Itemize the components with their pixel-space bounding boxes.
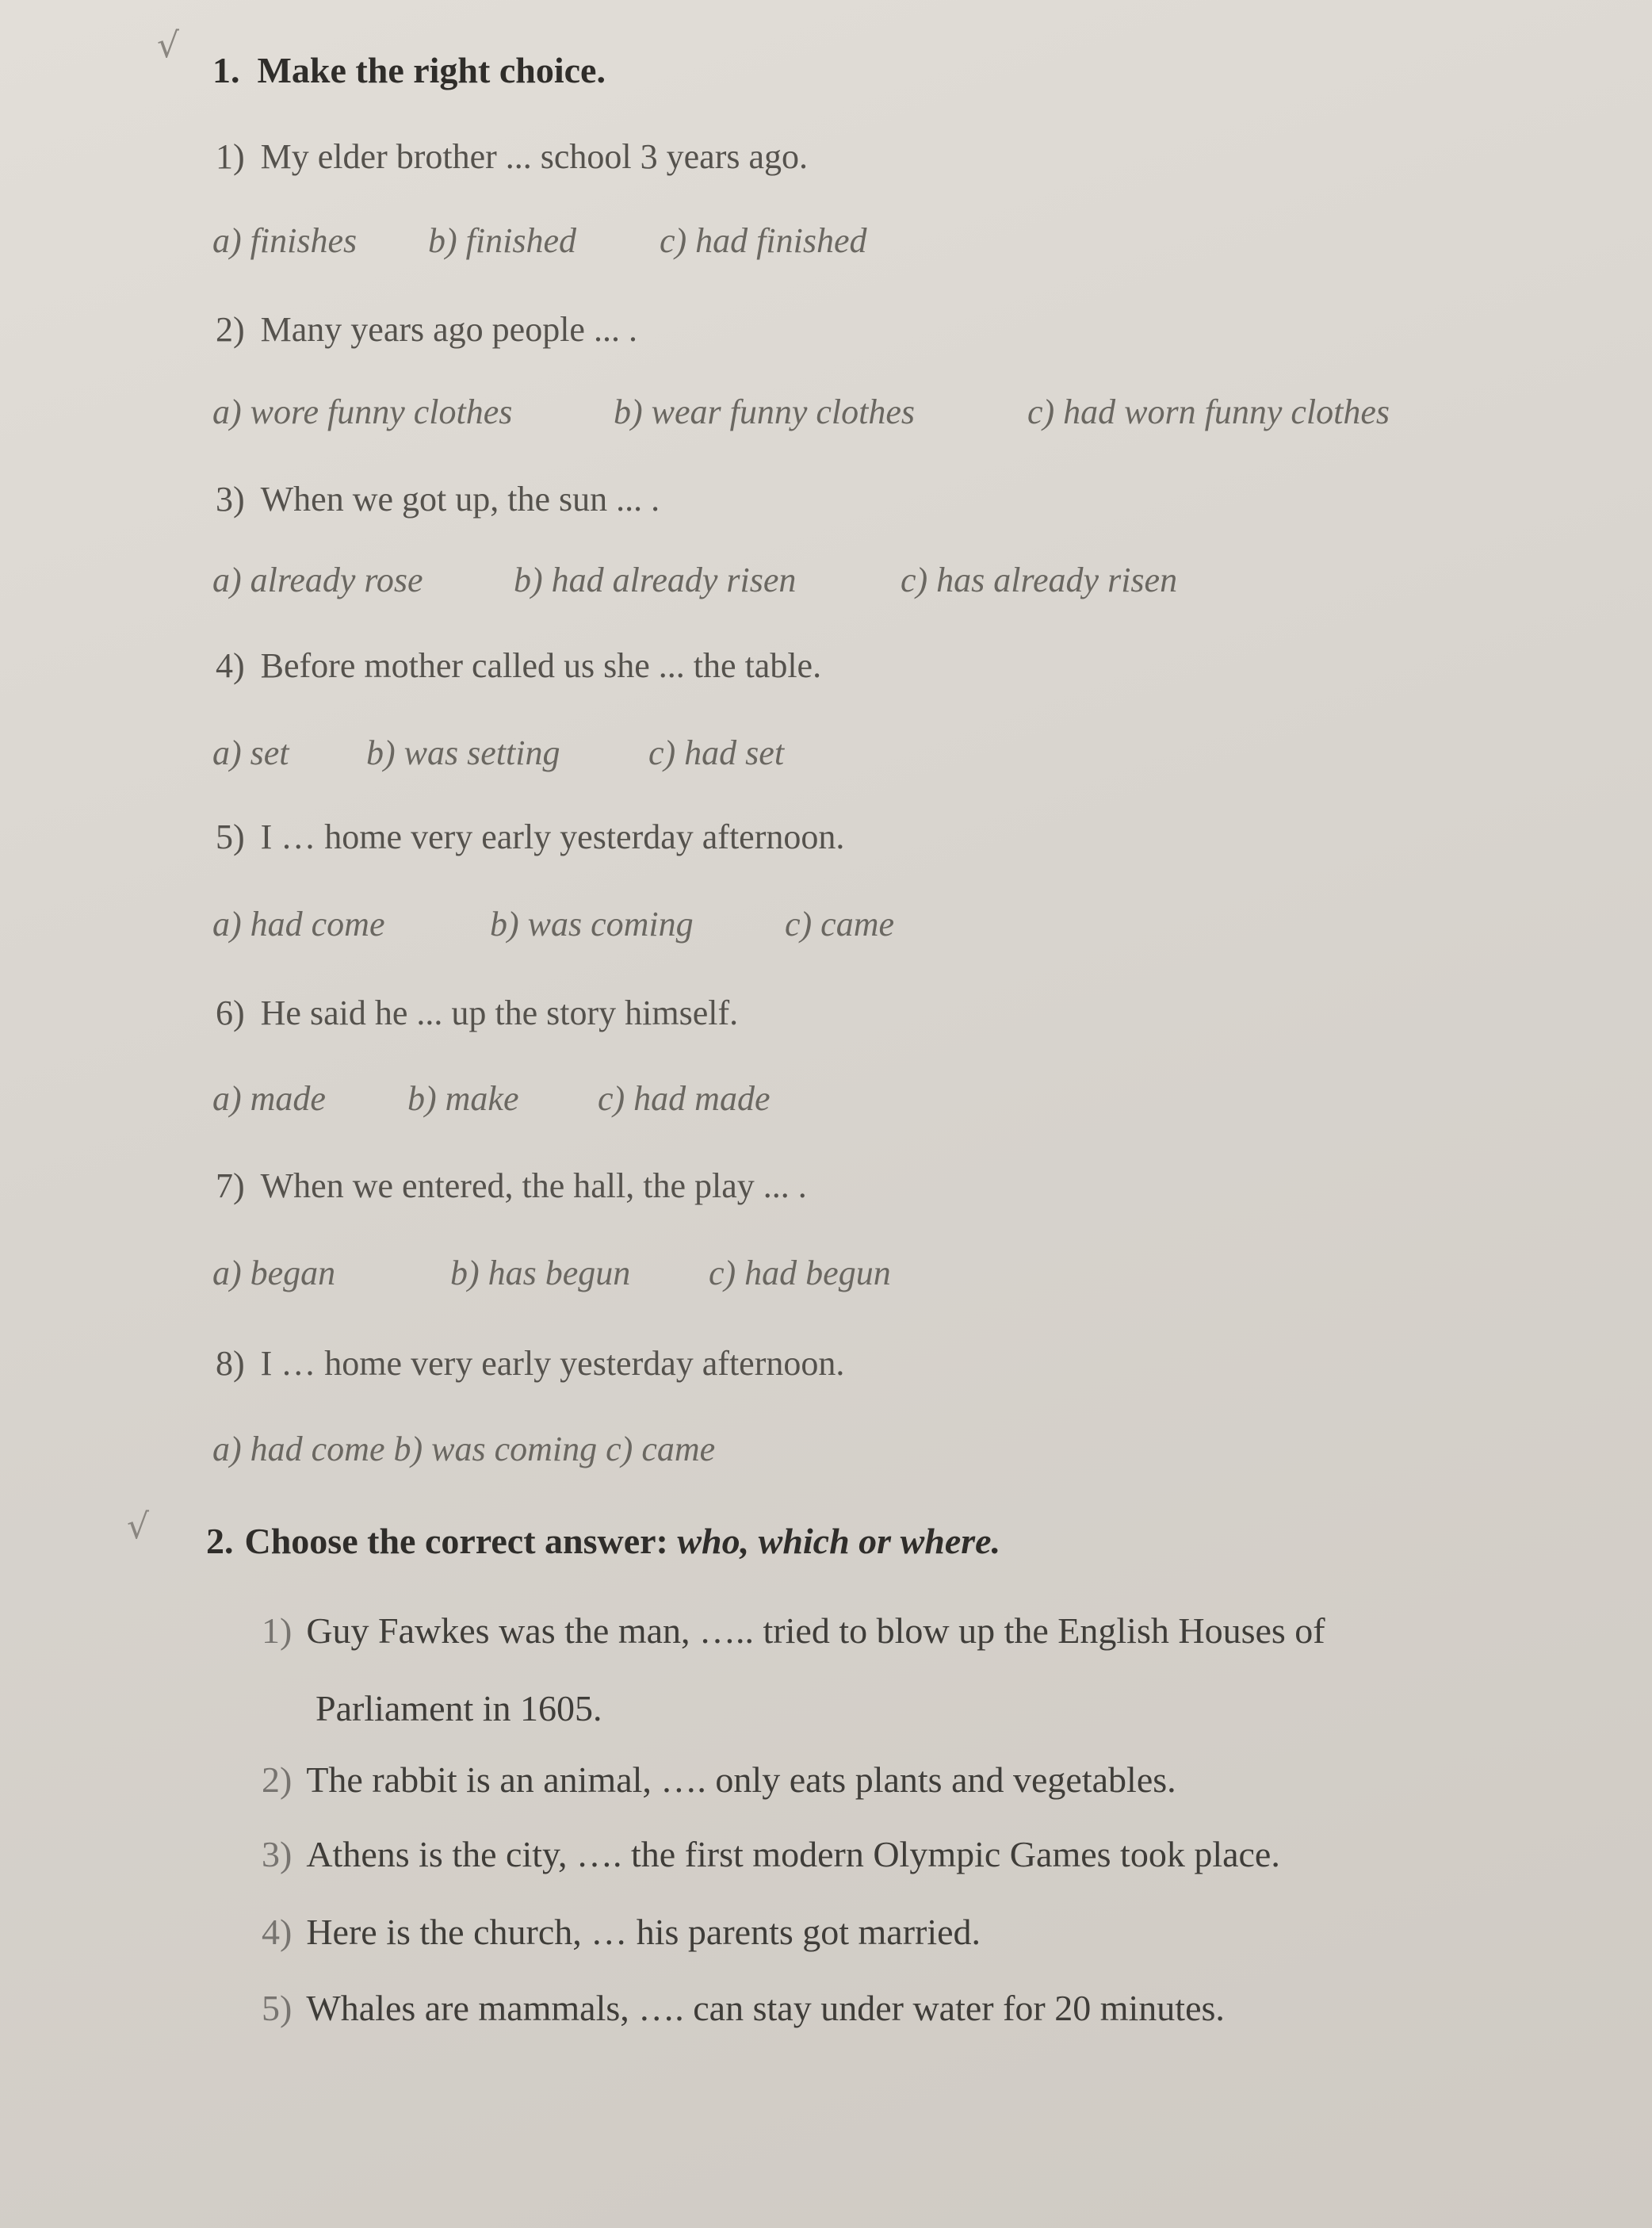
- option-a: a) had come: [212, 905, 385, 944]
- option-c: c) had worn funny clothes: [1027, 392, 1390, 431]
- question-6-options: [212, 1078, 771, 1119]
- checkmark-icon: √: [127, 1506, 150, 1547]
- sentence-number: 2): [262, 1759, 293, 1800]
- sentence-1: [262, 1610, 1325, 1652]
- section-2-heading: [206, 1520, 1000, 1562]
- option-c: c) had finished: [660, 221, 867, 260]
- sentence-text: Guy Fawkes was the man, ….. tried to blow up the English Houses of: [306, 1610, 1325, 1651]
- question-2-options: [212, 392, 1390, 432]
- question-4-options: [212, 733, 784, 773]
- option-a: a) wore funny clothes: [212, 392, 513, 431]
- sentence-5: [262, 1987, 1225, 2029]
- sentence-number: 4): [262, 1912, 293, 1952]
- option-c: c) had made: [598, 1079, 771, 1118]
- sentence-number: 1): [262, 1610, 293, 1651]
- question-text: My elder brother ... school 3 years ago.: [260, 137, 809, 176]
- option-a: a) began: [212, 1254, 336, 1292]
- question-number: 3): [216, 480, 245, 519]
- question-text: Before mother called us she ... the table.: [260, 646, 822, 685]
- sentence-1-continuation: Parliament in 1605.: [315, 1688, 602, 1728]
- question-text: Many years ago people ... .: [260, 310, 637, 349]
- question-6: [216, 993, 738, 1033]
- checkmark-icon: √: [157, 25, 180, 66]
- question-7: [216, 1166, 807, 1206]
- option-c: c) had begun: [709, 1254, 891, 1292]
- sentence-number: 3): [262, 1834, 293, 1874]
- option-b: b) make: [407, 1079, 519, 1118]
- sentence-2: [262, 1759, 1176, 1801]
- question-text: He said he ... up the story himself.: [260, 993, 739, 1032]
- option-b: b) has begun: [450, 1254, 631, 1292]
- question-5-options: [212, 904, 894, 944]
- question-text: When we got up, the sun ... .: [260, 480, 660, 519]
- question-8-options: [212, 1429, 715, 1469]
- section-number: 2.: [206, 1521, 234, 1561]
- question-1: [216, 136, 808, 177]
- option-a: a) finishes: [212, 221, 358, 260]
- question-4: [216, 645, 821, 686]
- question-1-options: [212, 220, 867, 261]
- question-7-options: [212, 1253, 891, 1293]
- option-b: b) had already risen: [514, 561, 797, 599]
- option-b: b) was coming: [490, 905, 694, 944]
- section-1-heading: [212, 49, 606, 91]
- option-a: a) already rose: [212, 561, 423, 599]
- question-2: [216, 309, 637, 350]
- sentence-3: [262, 1833, 1280, 1875]
- question-3: [216, 479, 660, 519]
- section-title: Make the right choice.: [257, 50, 606, 90]
- option-a: a) set: [212, 733, 289, 772]
- section-title-emphasis: who, which or where.: [677, 1521, 1001, 1561]
- option-b: b) wear funny clothes: [614, 392, 916, 431]
- question-text: I … home very early yesterday afternoon.: [260, 1344, 845, 1383]
- question-number: 8): [216, 1344, 245, 1383]
- question-number: 7): [216, 1166, 245, 1205]
- sentence-text: The rabbit is an animal, …. only eats plants and vegetables.: [306, 1759, 1176, 1800]
- sentence-text: Here is the church, … his parents got married.: [306, 1912, 981, 1952]
- option-c: c) had set: [648, 733, 785, 772]
- question-number: 2): [216, 310, 245, 349]
- question-text: When we entered, the hall, the play ... .: [260, 1166, 807, 1205]
- question-number: 4): [216, 646, 245, 685]
- question-number: 6): [216, 993, 245, 1032]
- sentence-text: Athens is the city, …. the first modern Olympic Games took place.: [306, 1834, 1280, 1874]
- option-a: a) made: [212, 1079, 326, 1118]
- option-c: c) has already risen: [901, 561, 1178, 599]
- option-b: b) was setting: [366, 733, 560, 772]
- section-number: 1.: [212, 50, 240, 90]
- option-c: c) came: [785, 905, 895, 944]
- question-text: I … home very early yesterday afternoon.: [260, 817, 845, 856]
- option-b: b) finished: [428, 221, 576, 260]
- question-3-options: [212, 560, 1177, 600]
- question-number: 5): [216, 817, 245, 856]
- sentence-number: 5): [262, 1988, 293, 2028]
- question-8: [216, 1343, 844, 1384]
- sentence-4: [262, 1911, 981, 1953]
- sentence-text: Whales are mammals, …. can stay under water for 20 minutes.: [306, 1988, 1225, 2028]
- question-number: 1): [216, 137, 245, 176]
- options-line: a) had come b) was coming c) came: [212, 1430, 716, 1468]
- section-title: Choose the correct answer:: [244, 1521, 668, 1561]
- question-5: [216, 817, 844, 857]
